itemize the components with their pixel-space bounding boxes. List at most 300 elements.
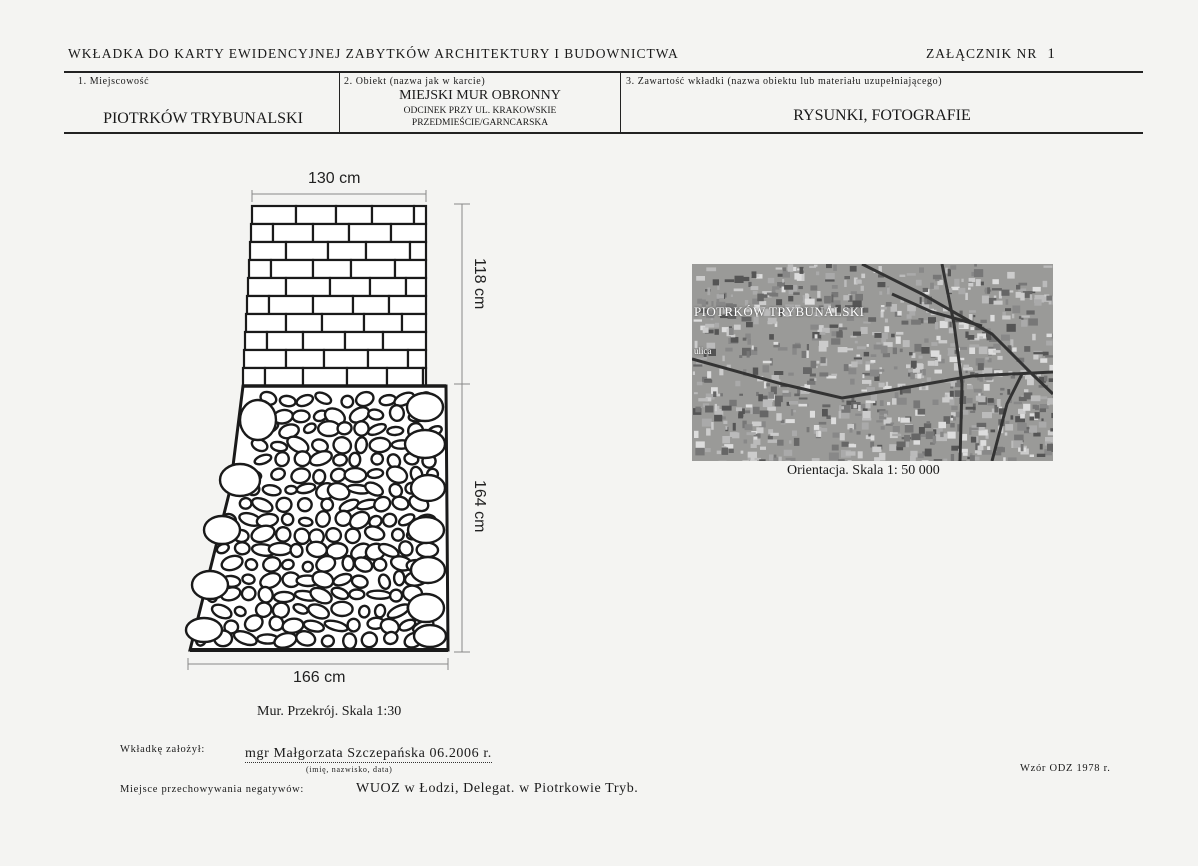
brick [330, 278, 370, 296]
map-block [696, 441, 705, 448]
map-block [776, 268, 782, 270]
map-block [696, 276, 705, 281]
map-block [947, 432, 955, 439]
brick [391, 224, 426, 242]
map-block [794, 438, 800, 446]
map-block [725, 279, 735, 282]
map-block [896, 332, 903, 335]
object-value-main: MIEJSKI MUR OBRONNY [399, 88, 561, 103]
map-block [1003, 457, 1006, 461]
rubble-stone [407, 393, 443, 421]
map-block [779, 457, 782, 461]
map-block [1007, 324, 1016, 332]
map-block [1007, 272, 1015, 279]
map-block [855, 414, 862, 416]
map-block [924, 299, 927, 303]
map-block [832, 445, 839, 451]
map-block [832, 285, 838, 289]
map-block [1012, 314, 1014, 319]
map-block [954, 279, 959, 287]
map-block [741, 451, 744, 454]
map-block [752, 422, 762, 427]
map-block [842, 400, 845, 403]
map-block [1031, 395, 1041, 401]
map-block [919, 267, 924, 272]
map-block [1007, 389, 1010, 395]
map-block [734, 289, 744, 292]
map-block [879, 291, 882, 295]
map-block [881, 311, 884, 318]
map-block [1006, 299, 1009, 305]
map-block [725, 348, 732, 352]
map-block [747, 339, 751, 345]
map-block [695, 448, 704, 456]
map-block [784, 450, 793, 456]
map-block [1047, 398, 1053, 405]
map-block [797, 274, 803, 281]
dimension-height-lower: 164 cm [471, 480, 488, 533]
map-block [838, 347, 848, 352]
map-block [936, 336, 940, 340]
map-block [849, 364, 852, 366]
map-block [974, 269, 983, 277]
drawing-caption: Mur. Przekrój. Skala 1:30 [257, 704, 402, 719]
brick [286, 278, 330, 296]
map-block [862, 422, 869, 429]
map-block [1046, 341, 1052, 346]
map-block [924, 338, 928, 342]
map-block [705, 448, 711, 452]
map-block [911, 320, 921, 325]
brick-masonry [243, 206, 426, 386]
map-block [934, 370, 942, 374]
rubble-stone [234, 542, 250, 555]
map-block [931, 350, 940, 357]
map-block [1045, 355, 1053, 357]
brick [303, 368, 347, 386]
brick [244, 350, 286, 368]
map-block [1043, 352, 1049, 356]
map-block [897, 398, 907, 405]
map-block [853, 404, 857, 408]
map-block [1030, 455, 1034, 458]
map-block [920, 297, 922, 304]
map-block [928, 317, 936, 323]
map-block [911, 434, 920, 441]
map-block [1034, 299, 1041, 305]
header-bottom-rule [64, 132, 1143, 134]
brick [313, 260, 351, 278]
map-block [748, 452, 757, 458]
brick [247, 296, 269, 314]
map-block [861, 274, 865, 279]
map-block [819, 341, 828, 347]
map-block [791, 409, 793, 416]
map-block [851, 291, 857, 294]
map-block [969, 427, 971, 435]
map-block [898, 417, 900, 421]
map-block [830, 325, 839, 328]
header-top-rule [64, 71, 1143, 73]
map-block [978, 363, 984, 370]
map-block [1012, 347, 1017, 351]
map-block [738, 414, 743, 419]
map-block [840, 433, 845, 440]
brick [336, 206, 372, 224]
map-block [921, 347, 929, 354]
map-block [842, 442, 849, 447]
rubble-stone [390, 590, 402, 602]
map-block [822, 404, 830, 407]
map-block [919, 427, 925, 435]
rubble-stone [367, 590, 391, 599]
map-block [887, 287, 890, 294]
map-block [693, 364, 702, 366]
map-block [1019, 397, 1027, 401]
map-block [916, 364, 924, 370]
map-block [766, 383, 770, 386]
map-block [844, 276, 850, 279]
map-block [725, 426, 727, 430]
brick [414, 206, 426, 224]
map-block [1023, 404, 1030, 411]
map-block [703, 327, 709, 333]
map-block [732, 433, 739, 439]
map-block [848, 460, 852, 461]
map-block [1040, 444, 1043, 450]
rubble-stone [389, 404, 405, 421]
map-block [865, 364, 870, 370]
locality-label: 1. Miejscowość [78, 76, 150, 87]
brick [372, 206, 414, 224]
map-block [927, 377, 931, 381]
map-block [839, 327, 847, 330]
map-block [763, 365, 770, 372]
map-block [874, 345, 882, 350]
brick [408, 350, 426, 368]
rubble-stone [186, 618, 222, 642]
rubble-stone [371, 453, 384, 466]
map-block [812, 338, 821, 340]
brick [249, 260, 271, 278]
map-block [820, 357, 825, 363]
map-block [974, 389, 982, 393]
map-block [746, 322, 753, 327]
map-block [1033, 355, 1038, 360]
brick [395, 260, 426, 278]
map-block [1000, 393, 1003, 395]
map-block [744, 440, 748, 444]
map-block [879, 369, 884, 372]
brick [246, 314, 286, 332]
map-block [729, 400, 736, 406]
map-block [821, 428, 827, 432]
map-block [793, 410, 796, 412]
brick [245, 332, 267, 350]
map-block [862, 380, 871, 384]
map-block [706, 428, 711, 435]
rubble-stone [349, 453, 361, 468]
map-block [965, 332, 968, 338]
map-block [978, 446, 984, 451]
map-block [814, 265, 818, 267]
map-block [914, 344, 921, 352]
brick [251, 224, 273, 242]
map-block [969, 344, 979, 347]
map-block [818, 431, 821, 437]
dimension-width-top: 130 cm [308, 170, 361, 187]
locality-value: PIOTRKÓW TRYBUNALSKI [103, 110, 303, 127]
map-block [825, 279, 835, 281]
map-block [763, 399, 773, 407]
rubble-stone [344, 468, 366, 483]
rubble-stone [358, 605, 370, 618]
map-block [896, 336, 901, 344]
brick [389, 296, 426, 314]
map-block [951, 454, 954, 461]
rubble-stone [302, 561, 313, 572]
map-block [921, 434, 927, 437]
map-block [720, 393, 723, 396]
map-block [968, 283, 973, 287]
map-block [870, 360, 875, 363]
map-block [902, 321, 909, 325]
map-block [831, 295, 833, 303]
map-block [734, 325, 741, 330]
map-block [979, 430, 988, 436]
map-block [769, 455, 773, 462]
map-block [940, 432, 943, 437]
map-texture [692, 264, 1053, 461]
map-block [768, 392, 774, 399]
brick [313, 224, 349, 242]
map-block [1030, 294, 1033, 300]
map-block [838, 459, 845, 461]
map-block [943, 459, 947, 461]
map-block [793, 344, 801, 348]
map-block [953, 416, 956, 420]
map-block [788, 373, 794, 376]
rubble-stone [285, 486, 297, 494]
map-block [1016, 292, 1021, 298]
map-block [950, 391, 954, 397]
map-block [969, 348, 975, 355]
map-block [713, 391, 716, 397]
map-block [1005, 421, 1009, 424]
map-block [976, 396, 984, 401]
map-block [751, 444, 757, 448]
map-block [894, 366, 898, 369]
map-block [922, 460, 929, 461]
map-block [980, 440, 986, 446]
map-block [893, 348, 897, 355]
map-block [991, 430, 996, 433]
map-road [692, 359, 1053, 398]
map-block [879, 383, 885, 388]
map-block [788, 264, 794, 272]
map-block [707, 371, 711, 378]
map-block [963, 368, 973, 371]
map-block [826, 273, 835, 281]
brick [313, 296, 353, 314]
map-block [815, 334, 818, 338]
map-city-label: PIOTRKÓW TRYBUNALSKI [694, 304, 865, 319]
storage-label: Miejsce przechowywania negatywów: [120, 784, 305, 795]
map-block [753, 437, 757, 440]
map-block [1005, 432, 1008, 435]
brick [286, 350, 324, 368]
map-block [719, 369, 723, 376]
map-block [1002, 316, 1010, 320]
map-block [1001, 290, 1009, 296]
brick [351, 260, 395, 278]
map-block [857, 346, 866, 349]
form-title: WKŁADKA DO KARTY EWIDENCYJNEJ ZABYTKÓW ARCHITEKTURY I BUDOWNICTWA [68, 46, 679, 61]
rubble-stone [408, 517, 444, 543]
map-block [698, 398, 708, 401]
map-block [1016, 285, 1020, 290]
map-block [703, 357, 707, 360]
map-block [892, 398, 897, 405]
map-block [928, 361, 935, 366]
rubble-stone [367, 468, 383, 478]
map-block [777, 440, 784, 446]
map-block [1044, 266, 1053, 268]
map-block [979, 427, 985, 430]
map-block [984, 384, 990, 391]
map-block [810, 411, 815, 418]
map-block [900, 418, 910, 423]
map-block [858, 405, 861, 411]
map-block [706, 267, 716, 271]
map-block [760, 411, 769, 418]
map-block [879, 453, 885, 461]
map-block [776, 413, 781, 421]
map-block [935, 360, 938, 366]
map-block [884, 414, 887, 417]
map-block [841, 406, 844, 409]
map-block [906, 364, 910, 368]
rubble-stone [220, 464, 260, 496]
brick [349, 224, 391, 242]
map-block [1019, 316, 1022, 319]
map-block [719, 461, 727, 462]
map-block [881, 426, 885, 430]
object-value-sub1: ODCINEK PRZY UL. KRAKOWSKIE [403, 106, 557, 116]
map-block [927, 421, 931, 424]
rubble-stone [274, 592, 294, 603]
rubble-stone [204, 516, 240, 544]
map-block [969, 310, 976, 313]
brick [252, 206, 296, 224]
author-hint: (imię, nazwisko, data) [306, 765, 393, 774]
brick [286, 314, 322, 332]
brick [324, 350, 368, 368]
map-block [882, 333, 888, 339]
rubble-stone [332, 453, 347, 466]
map-block [826, 264, 832, 268]
map-block [856, 280, 862, 284]
map-block [969, 278, 976, 282]
map-block [829, 453, 839, 461]
map-block [857, 431, 861, 434]
map-block [865, 403, 870, 408]
map-block [855, 341, 858, 344]
map-block [711, 422, 714, 430]
rubble-stone [299, 517, 313, 527]
annex-value: 1 [1047, 46, 1056, 62]
map-block [925, 449, 932, 457]
map-block [793, 292, 800, 295]
map-block [968, 288, 971, 290]
map-block [763, 396, 768, 400]
map-block [997, 399, 1001, 407]
map-block [729, 449, 734, 453]
map-block [759, 459, 765, 461]
map-block [987, 287, 990, 294]
map-block [979, 336, 983, 339]
map-block [992, 288, 1002, 290]
map-block [891, 334, 895, 338]
map-block [1047, 444, 1053, 451]
map-block [871, 354, 877, 357]
brick [265, 368, 303, 386]
map-block [1040, 396, 1047, 399]
map-block [880, 400, 884, 406]
map-block [931, 342, 937, 346]
map-block [993, 350, 1001, 353]
map-block [783, 267, 786, 271]
map-block [807, 344, 809, 351]
map-block [881, 307, 887, 310]
annex-label: ZAŁĄCZNIK NR [926, 46, 1038, 61]
map-block [966, 398, 973, 403]
map-block [694, 431, 699, 438]
map-block [833, 433, 840, 438]
map-block [979, 347, 988, 355]
map-block [867, 344, 869, 347]
map-block [735, 276, 744, 283]
map-block [933, 275, 942, 280]
map-block [722, 448, 729, 455]
map-block [850, 428, 853, 433]
map-block [1040, 358, 1047, 363]
map-block [1043, 281, 1048, 287]
map-block [810, 325, 818, 330]
map-block [774, 342, 779, 345]
map-block [893, 426, 900, 432]
map-block [723, 421, 727, 424]
map-block [933, 436, 936, 444]
map-block [1024, 346, 1030, 352]
map-block [975, 457, 980, 461]
map-block [935, 322, 939, 329]
rubble-stone [416, 542, 438, 557]
map-block [922, 369, 926, 376]
map-block [775, 401, 781, 407]
map-block [1033, 433, 1040, 437]
contents-value: RYSUNKI, FOTOGRAFIE [793, 107, 971, 124]
brick [410, 242, 426, 260]
map-block [707, 288, 710, 296]
map-block [884, 326, 889, 332]
brick [368, 350, 408, 368]
rubble-stone [242, 574, 255, 585]
map-block [1049, 378, 1053, 382]
map-block [767, 293, 776, 296]
map-block [958, 288, 965, 294]
map-block [735, 381, 740, 387]
